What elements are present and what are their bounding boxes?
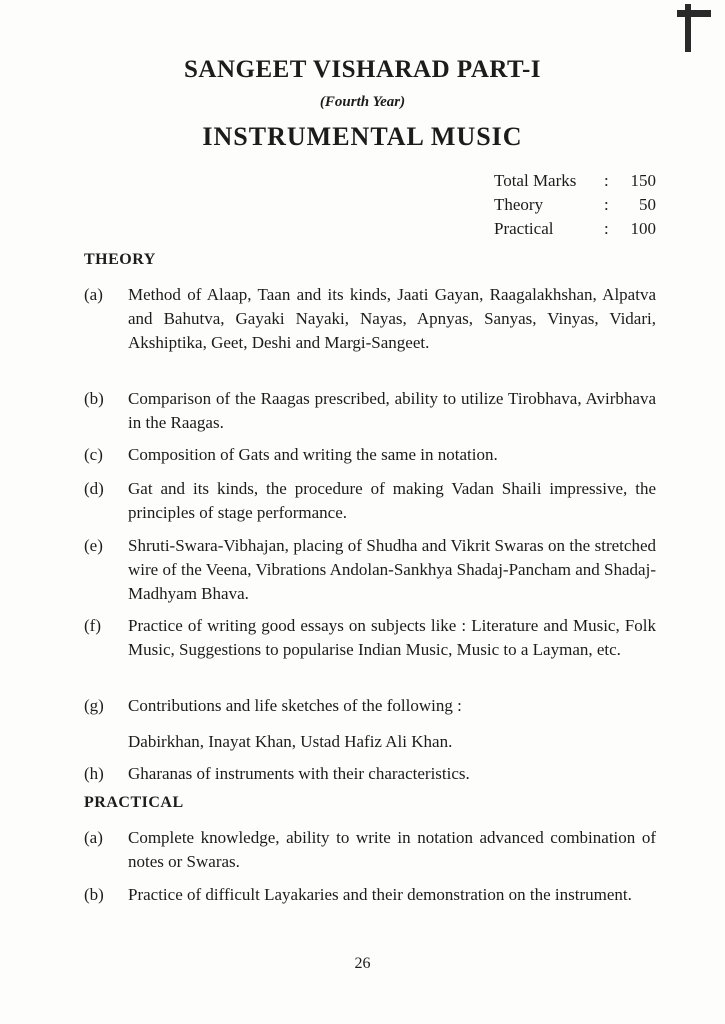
marks-colon: : — [604, 171, 609, 190]
marks-value: 50 — [639, 195, 656, 214]
theory-item-d — [84, 477, 656, 525]
marks-label: Total Marks — [494, 171, 577, 190]
marks-colon: : — [604, 219, 609, 238]
theory-item-g — [84, 694, 656, 754]
scan-corner-mark — [677, 4, 711, 52]
item-letter: (a) — [84, 285, 103, 304]
item-letter: (h) — [84, 764, 104, 783]
item-text: Contributions and life sketches of the following : — [128, 696, 462, 715]
item-letter: (b) — [84, 885, 104, 904]
item-text: Gat and its kinds, the procedure of making Vadan Shaili impressive, the principles of stage performance. — [128, 479, 656, 522]
item-text: Complete knowledge, ability to write in notation advanced combination of notes or Swaras. — [128, 828, 656, 871]
item-text: Gharanas of instruments with their characteristics. — [128, 764, 470, 783]
theory-item-b — [84, 387, 656, 435]
item-letter: (c) — [84, 445, 103, 464]
practical-heading: PRACTICAL — [84, 794, 184, 811]
marks-row-practical — [494, 217, 656, 241]
item-text: Method of Alaap, Taan and its kinds, Jaati Gayan, Raagalakhshan, Alpatva and Bahutva, Gayaki Nayaki, Nayas, Apnyas, Sanyas, Vinyas, Vidari, Akshiptika, Geet, Deshi and Margi-Sangeet. — [128, 285, 656, 352]
theory-heading: THEORY — [84, 251, 156, 268]
subject-heading: INSTRUMENTAL MUSIC — [202, 122, 523, 151]
page-title: SANGEET VISHARAD PART-I — [183, 56, 541, 83]
practical-item-a — [84, 826, 656, 874]
item-text: Shruti-Swara-Vibhajan, placing of Shudha and Vikrit Swaras on the stretched wire of the Veena, Vibrations Andolan-Sankhya Shadaj-Pancham and Shadaj-Madhyam Bhava. — [128, 536, 656, 603]
theory-item-f — [84, 614, 656, 662]
item-letter: (g) — [84, 696, 104, 715]
item-text: Practice of difficult Layakaries and their demonstration on the instrument. — [128, 885, 632, 904]
item-letter: (e) — [84, 536, 103, 555]
item-text: Practice of writing good essays on subjects like : Literature and Music, Folk Music, Suggestions to popularise Indian Music, Music to a Layman, etc. — [128, 616, 656, 659]
theory-item-a — [84, 283, 656, 355]
marks-label: Practical — [494, 219, 554, 238]
practical-item-b — [84, 883, 656, 907]
page-subtitle: (Fourth Year) — [319, 94, 406, 110]
marks-colon: : — [604, 195, 609, 214]
marks-row-theory — [494, 193, 656, 217]
item-letter: (d) — [84, 479, 104, 498]
marks-value: 100 — [630, 219, 656, 238]
marks-row-total — [494, 169, 656, 193]
item-extra-text: Dabirkhan, Inayat Khan, Ustad Hafiz Ali Khan. — [128, 732, 453, 751]
theory-item-e — [84, 534, 656, 606]
item-letter: (f) — [84, 616, 101, 635]
marks-table — [494, 169, 656, 241]
item-letter: (a) — [84, 828, 103, 847]
item-letter: (b) — [84, 389, 104, 408]
theory-item-h — [84, 762, 656, 786]
page-number: 26 — [354, 955, 371, 972]
item-text: Comparison of the Raagas prescribed, ability to utilize Tirobhava, Avirbhava in the Raagas. — [128, 389, 656, 432]
theory-item-c — [84, 443, 656, 467]
marks-value: 150 — [630, 171, 656, 190]
item-text: Composition of Gats and writing the same in notation. — [128, 445, 498, 464]
marks-label: Theory — [494, 195, 544, 214]
